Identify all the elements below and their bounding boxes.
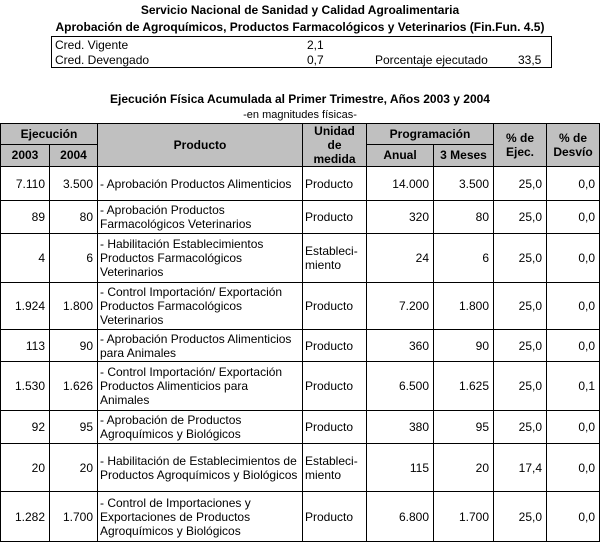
header-unidad: Unidad de medida	[303, 124, 367, 167]
cell-2003: 89	[1, 201, 50, 234]
cell-anual: 7.200	[367, 283, 434, 330]
cell-pct-desvio: 0,0	[547, 167, 600, 201]
cell-2004: 90	[50, 330, 98, 362]
cell-3-meses: 1.625	[434, 362, 494, 411]
cell-pct-ejec: 25,0	[494, 234, 547, 283]
cell-pct-desvio: 0,0	[547, 330, 600, 362]
cell-unidad: Producto	[303, 283, 367, 330]
program-title: Aprobación de Agroquímicos, Productos Farmacológicos y Veterinarios (Fin.Fun. 4.5)	[55, 20, 545, 34]
cell-2004: 1.700	[50, 492, 98, 542]
cell-pct-ejec: 25,0	[494, 201, 547, 234]
cell-pct-desvio: 0,0	[547, 283, 600, 330]
cell-unidad: Estableci-miento	[303, 234, 367, 283]
cell-2003: 1.530	[1, 362, 50, 411]
cell-unidad: Producto	[303, 411, 367, 444]
table-row	[1, 201, 600, 234]
cell-producto: - Control Importación/ Exportación Productos Alimenticios para Animales	[98, 362, 303, 411]
cell-producto: - Aprobación Productos Alimenticios para Animales	[98, 330, 303, 362]
cell-pct-ejec: 25,0	[494, 362, 547, 411]
table-row	[1, 234, 600, 283]
table-row	[1, 444, 600, 492]
cell-unidad: Producto	[303, 201, 367, 234]
porcentaje-label: Porcentaje ejecutado	[375, 53, 488, 67]
cell-2003: 7.110	[1, 167, 50, 201]
cell-2004: 3.500	[50, 167, 98, 201]
cell-3-meses: 6	[434, 234, 494, 283]
header-anual: Anual	[367, 144, 434, 166]
cell-2004: 1.800	[50, 283, 98, 330]
cell-unidad: Producto	[303, 330, 367, 362]
cell-pct-ejec: 25,0	[494, 411, 547, 444]
cell-anual: 6.800	[367, 492, 434, 542]
cred-devengado-value: 0,7	[307, 53, 324, 67]
cell-producto: - Aprobación Productos Farmacológicos Veterinarios	[98, 201, 303, 234]
cell-producto: - Control de Importaciones y Exportaciones de Productos Agroquímicos y Biológicos	[98, 492, 303, 542]
cell-2004: 80	[50, 201, 98, 234]
header-producto: Producto	[98, 124, 303, 167]
cell-3-meses: 3.500	[434, 167, 494, 201]
cred-devengado-label: Cred. Devengado	[55, 53, 150, 67]
header-3-meses: 3 Meses	[434, 144, 494, 166]
cell-pct-desvio: 0,0	[547, 492, 600, 542]
cred-vigente-label: Cred. Vigente	[55, 38, 129, 52]
cell-3-meses: 95	[434, 411, 494, 444]
table-row	[1, 283, 600, 330]
cell-2004: 95	[50, 411, 98, 444]
cell-unidad: Estableci-miento	[303, 444, 367, 492]
cell-3-meses: 20	[434, 444, 494, 492]
cell-pct-desvio: 0,0	[547, 411, 600, 444]
table-row	[1, 362, 600, 411]
cell-anual: 24	[367, 234, 434, 283]
porcentaje-value: 33,5	[518, 53, 542, 67]
cell-pct-desvio: 0,1	[547, 362, 600, 411]
agency-title: Servicio Nacional de Sanidad y Calidad Agroalimentaria	[140, 3, 460, 17]
cell-pct-desvio: 0,0	[547, 444, 600, 492]
cell-2003: 20	[1, 444, 50, 492]
cell-2003: 92	[1, 411, 50, 444]
cell-pct-ejec: 25,0	[494, 167, 547, 201]
cell-anual: 14.000	[367, 167, 434, 201]
cell-3-meses: 1.800	[434, 283, 494, 330]
header-2004: 2004	[50, 144, 98, 166]
cell-anual: 6.500	[367, 362, 434, 411]
cell-pct-ejec: 17,4	[494, 444, 547, 492]
table-row	[1, 330, 600, 362]
cell-producto: - Habilitación de Establecimientos de Productos Agroquímicos y Biológicos	[98, 444, 303, 492]
cell-anual: 380	[367, 411, 434, 444]
cell-pct-ejec: 25,0	[494, 492, 547, 542]
cell-unidad: Producto	[303, 362, 367, 411]
header-programacion: Programación	[367, 124, 494, 145]
cell-pct-ejec: 25,0	[494, 330, 547, 362]
cred-vigente-value: 2,1	[307, 38, 324, 52]
header-2003: 2003	[1, 144, 50, 166]
cell-anual: 320	[367, 201, 434, 234]
cell-anual: 360	[367, 330, 434, 362]
table-row	[1, 411, 600, 444]
header-pct-ejec: % de Ejec.	[494, 124, 547, 167]
cell-3-meses: 80	[434, 201, 494, 234]
header-ejecucion: Ejecución	[1, 124, 98, 145]
cell-unidad: Producto	[303, 167, 367, 201]
cell-2003: 1.282	[1, 492, 50, 542]
header-pct-desvio: % de Desvío	[547, 124, 600, 167]
table-row	[1, 492, 600, 542]
execution-table	[0, 123, 600, 542]
cell-producto: - Aprobación de Productos Agroquímicos y Biológicos	[98, 411, 303, 444]
cell-pct-desvio: 0,0	[547, 234, 600, 283]
cell-3-meses: 1.700	[434, 492, 494, 542]
cell-pct-ejec: 25,0	[494, 283, 547, 330]
cell-2004: 1.626	[50, 362, 98, 411]
cell-3-meses: 90	[434, 330, 494, 362]
table-title: Ejecución Física Acumulada al Primer Trimestre, Años 2003 y 2004	[110, 92, 490, 106]
cell-2003: 4	[1, 234, 50, 283]
cell-anual: 115	[367, 444, 434, 492]
cell-producto: - Aprobación Productos Alimenticios	[98, 167, 303, 201]
cell-pct-desvio: 0,0	[547, 201, 600, 234]
cell-producto: - Habilitación Establecimientos Productos Farmacológicos Veterinarios	[98, 234, 303, 283]
table-subtitle: -en magnitudes físicas-	[243, 109, 357, 121]
cell-2004: 20	[50, 444, 98, 492]
cell-2003: 113	[1, 330, 50, 362]
table-row	[1, 167, 600, 201]
cell-producto: - Control Importación/ Exportación Productos Farmacológicos Veterinarios	[98, 283, 303, 330]
credits-box	[51, 36, 552, 68]
cell-unidad: Producto	[303, 492, 367, 542]
cell-2003: 1.924	[1, 283, 50, 330]
cell-2004: 6	[50, 234, 98, 283]
